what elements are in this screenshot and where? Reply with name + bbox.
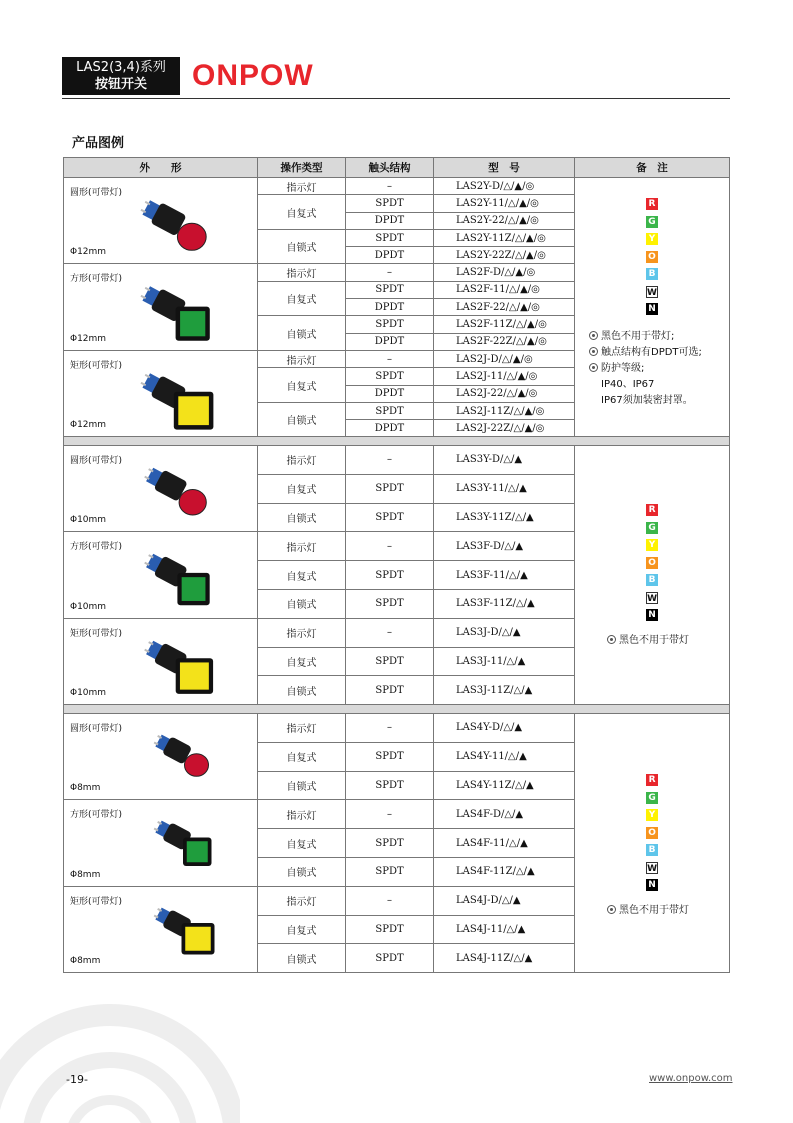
shape-size: Φ12mm <box>70 247 107 258</box>
shape-cell <box>64 886 258 972</box>
contact-structure: SPDT <box>346 829 434 858</box>
contact-structure: SPDT <box>346 944 434 973</box>
switch-product-image <box>150 726 222 786</box>
model-number: LAS2Y-22Z/△/▲/◎ <box>434 247 575 264</box>
notes-cell <box>575 446 730 705</box>
operation-type: 自锁式 <box>258 402 346 437</box>
shape-cell <box>64 350 258 436</box>
shape-cell <box>64 618 258 704</box>
operation-type: 指示灯 <box>258 350 346 367</box>
model-number: LAS3Y-D/△/▲ <box>434 446 575 475</box>
color-swatch: Y <box>646 539 658 551</box>
operation-type: 指示灯 <box>258 886 346 915</box>
operation-type: 自锁式 <box>258 857 346 886</box>
contact-structure: SPDT <box>346 742 434 771</box>
model-number: LAS2F-11/△/▲/◎ <box>434 281 575 298</box>
operation-type: 自锁式 <box>258 316 346 351</box>
shape-size: Φ10mm <box>70 688 107 699</box>
operation-type: 指示灯 <box>258 178 346 195</box>
note-item: 黑色不用于带灯 <box>607 633 729 649</box>
operation-type: 自复式 <box>258 281 346 316</box>
contact-structure: SPDT <box>346 368 434 385</box>
notes-list <box>575 897 729 919</box>
shape-cell <box>64 178 258 264</box>
color-swatch: Y <box>646 809 658 821</box>
contact-structure: – <box>346 350 434 367</box>
notes-list <box>575 321 729 409</box>
model-number: LAS3F-D/△/▲ <box>434 532 575 561</box>
model-number: LAS2F-11Z/△/▲/◎ <box>434 316 575 333</box>
model-number: LAS4J-11/△/▲ <box>434 915 575 944</box>
operation-type: 指示灯 <box>258 800 346 829</box>
switch-product-image <box>140 544 222 612</box>
table-las4 <box>63 704 730 973</box>
operation-type: 自复式 <box>258 195 346 230</box>
shape-cell <box>64 264 258 350</box>
model-number: LAS3Y-11Z/△/▲ <box>434 503 575 532</box>
model-number: LAS4Y-11Z/△/▲ <box>434 771 575 800</box>
shape-name: 圆形(可带灯) <box>70 456 123 466</box>
color-swatch: G <box>646 216 658 228</box>
model-number: LAS4Y-D/△/▲ <box>434 714 575 743</box>
contact-structure: DPDT <box>346 299 434 316</box>
decorative-swirl <box>0 990 240 1123</box>
series-title: LAS2(3,4)系列 <box>76 60 166 75</box>
model-number: LAS2Y-11Z/△/▲/◎ <box>434 229 575 246</box>
header-rule <box>62 98 730 99</box>
operation-type: 自复式 <box>258 474 346 503</box>
contact-structure: – <box>346 264 434 281</box>
notes-cell <box>575 714 730 973</box>
table-header-row <box>64 158 730 178</box>
model-number: LAS3F-11/△/▲ <box>434 561 575 590</box>
contact-structure: SPDT <box>346 561 434 590</box>
operation-type: 自锁式 <box>258 944 346 973</box>
model-number: LAS4F-11/△/▲ <box>434 829 575 858</box>
switch-product-image <box>136 190 222 262</box>
operation-type: 自锁式 <box>258 503 346 532</box>
color-swatch: O <box>646 827 658 839</box>
shape-name: 方形(可带灯) <box>70 810 123 821</box>
color-swatch: R <box>646 504 658 516</box>
contact-structure: DPDT <box>346 333 434 350</box>
contact-structure: – <box>346 800 434 829</box>
col-operation: 操作类型 <box>258 158 346 178</box>
bullet-icon <box>607 635 616 644</box>
color-swatches <box>575 178 729 315</box>
notes-cell <box>575 178 730 437</box>
contact-structure: SPDT <box>346 676 434 705</box>
switch-product-image <box>150 812 222 872</box>
table-row <box>64 178 730 195</box>
contact-structure: – <box>346 446 434 475</box>
model-number: LAS2J-D/△/▲/◎ <box>434 350 575 367</box>
operation-type: 自复式 <box>258 829 346 858</box>
operation-type: 指示灯 <box>258 618 346 647</box>
color-swatch: W <box>647 593 657 604</box>
model-number: LAS3Y-11/△/▲ <box>434 474 575 503</box>
operation-type: 自复式 <box>258 368 346 403</box>
shape-name: 方形(可带灯) <box>70 542 123 553</box>
contact-structure: SPDT <box>346 281 434 298</box>
contact-structure: SPDT <box>346 474 434 503</box>
bullet-icon <box>589 331 598 340</box>
shape-name: 矩形(可带灯) <box>70 896 123 907</box>
section-title: 产品图例 <box>72 136 125 151</box>
contact-structure: SPDT <box>346 503 434 532</box>
note-item: 防护等级; <box>589 361 729 377</box>
svg-text:ONPOW: ONPOW <box>192 59 314 90</box>
col-notes: 备 注 <box>575 158 730 178</box>
contact-structure: – <box>346 714 434 743</box>
contact-structure: DPDT <box>346 212 434 229</box>
shape-cell <box>64 532 258 618</box>
contact-structure: SPDT <box>346 857 434 886</box>
color-swatch: N <box>646 609 658 621</box>
operation-type: 自复式 <box>258 561 346 590</box>
contact-structure: SPDT <box>346 229 434 246</box>
shape-size: Φ10mm <box>70 601 107 612</box>
contact-structure: – <box>346 886 434 915</box>
color-swatch: B <box>646 574 658 586</box>
operation-type: 自锁式 <box>258 589 346 618</box>
model-number: LAS2Y-22/△/▲/◎ <box>434 212 575 229</box>
col-contact: 触头结构 <box>346 158 434 178</box>
onpow-logo <box>192 58 322 90</box>
contact-structure: DPDT <box>346 247 434 264</box>
color-swatch: G <box>646 792 658 804</box>
shape-name: 圆形(可带灯) <box>70 724 123 734</box>
table-row <box>64 446 730 475</box>
model-number: LAS4Y-11/△/▲ <box>434 742 575 771</box>
contact-structure: – <box>346 618 434 647</box>
table-las3 <box>63 436 730 705</box>
notes-list <box>575 627 729 649</box>
operation-type: 指示灯 <box>258 264 346 281</box>
operation-type: 自复式 <box>258 742 346 771</box>
color-swatch: O <box>646 251 658 263</box>
series-header <box>62 57 180 95</box>
color-swatch: Y <box>646 233 658 245</box>
model-number: LAS2J-22/△/▲/◎ <box>434 385 575 402</box>
switch-product-image <box>136 276 222 348</box>
switch-product-image <box>140 631 222 699</box>
color-swatches <box>575 714 729 891</box>
switch-product-image <box>140 458 222 526</box>
color-swatch: N <box>646 303 658 315</box>
switch-product-image <box>136 363 222 435</box>
contact-structure: SPDT <box>346 589 434 618</box>
shape-name: 方形(可带灯) <box>70 274 123 285</box>
contact-structure: SPDT <box>346 915 434 944</box>
operation-type: 自复式 <box>258 647 346 676</box>
table-row <box>64 714 730 743</box>
color-swatches <box>575 446 729 621</box>
shape-size: Φ8mm <box>70 869 101 880</box>
shape-name: 矩形(可带灯) <box>70 628 123 639</box>
color-swatch: G <box>646 522 658 534</box>
model-number: LAS3J-11Z/△/▲ <box>434 676 575 705</box>
website-link[interactable]: www.onpow.com <box>649 1073 733 1084</box>
operation-type: 指示灯 <box>258 532 346 561</box>
shape-name: 圆形(可带灯) <box>70 188 123 198</box>
note-item: IP40、IP67 <box>601 378 655 390</box>
model-number: LAS4J-11Z/△/▲ <box>434 944 575 973</box>
model-number: LAS4J-D/△/▲ <box>434 886 575 915</box>
bullet-icon <box>589 363 598 372</box>
col-model: 型 号 <box>434 158 575 178</box>
operation-type: 自锁式 <box>258 676 346 705</box>
model-number: LAS4F-D/△/▲ <box>434 800 575 829</box>
note-item: IP67须加装密封罩。 <box>601 394 693 406</box>
shape-size: Φ8mm <box>70 783 101 794</box>
group-separator <box>64 437 730 446</box>
model-number: LAS3F-11Z/△/▲ <box>434 589 575 618</box>
color-swatch: W <box>647 863 657 874</box>
shape-cell <box>64 446 258 532</box>
shape-size: Φ12mm <box>70 333 107 344</box>
color-swatch: B <box>646 268 658 280</box>
color-swatch: O <box>646 557 658 569</box>
contact-structure: DPDT <box>346 420 434 437</box>
table-las2 <box>63 157 730 437</box>
contact-structure: SPDT <box>346 316 434 333</box>
shape-size: Φ8mm <box>70 956 101 967</box>
note-item: 黑色不用于带灯 <box>607 903 729 919</box>
contact-structure: SPDT <box>346 771 434 800</box>
contact-structure: SPDT <box>346 647 434 676</box>
shape-size: Φ12mm <box>70 420 107 431</box>
shape-name: 矩形(可带灯) <box>70 360 123 371</box>
model-number: LAS3J-11/△/▲ <box>434 647 575 676</box>
color-swatch: R <box>646 198 658 210</box>
contact-structure: SPDT <box>346 195 434 212</box>
contact-structure: DPDT <box>346 385 434 402</box>
operation-type: 指示灯 <box>258 446 346 475</box>
color-swatch: B <box>646 844 658 856</box>
model-number: LAS2Y-11/△/▲/◎ <box>434 195 575 212</box>
model-number: LAS2J-22Z/△/▲/◎ <box>434 420 575 437</box>
shape-cell <box>64 800 258 886</box>
model-number: LAS2F-22Z/△/▲/◎ <box>434 333 575 350</box>
note-item: 触点结构有DPDT可选; <box>589 345 729 361</box>
model-number: LAS2Y-D/△/▲/◎ <box>434 178 575 195</box>
model-number: LAS2J-11/△/▲/◎ <box>434 368 575 385</box>
contact-structure: SPDT <box>346 402 434 419</box>
bullet-icon <box>589 347 598 356</box>
shape-size: Φ10mm <box>70 515 107 526</box>
operation-type: 自复式 <box>258 915 346 944</box>
color-swatch: N <box>646 879 658 891</box>
model-number: LAS4F-11Z/△/▲ <box>434 857 575 886</box>
model-number: LAS3J-D/△/▲ <box>434 618 575 647</box>
model-number: LAS2F-D/△/▲/◎ <box>434 264 575 281</box>
col-shape: 外 形 <box>64 158 258 178</box>
operation-type: 指示灯 <box>258 714 346 743</box>
series-subtitle: 按钮开关 <box>94 77 147 92</box>
model-number: LAS2F-22/△/▲/◎ <box>434 299 575 316</box>
operation-type: 自锁式 <box>258 229 346 264</box>
model-number: LAS2J-11Z/△/▲/◎ <box>434 402 575 419</box>
note-item: 黑色不用于带灯; <box>589 329 729 345</box>
operation-type: 自锁式 <box>258 771 346 800</box>
group-separator <box>64 705 730 714</box>
bullet-icon <box>607 905 616 914</box>
color-swatch: R <box>646 774 658 786</box>
page-number: -19- <box>66 1073 88 1086</box>
shape-cell <box>64 714 258 800</box>
switch-product-image <box>150 899 222 959</box>
contact-structure: – <box>346 532 434 561</box>
contact-structure: – <box>346 178 434 195</box>
color-swatch: W <box>647 287 657 298</box>
